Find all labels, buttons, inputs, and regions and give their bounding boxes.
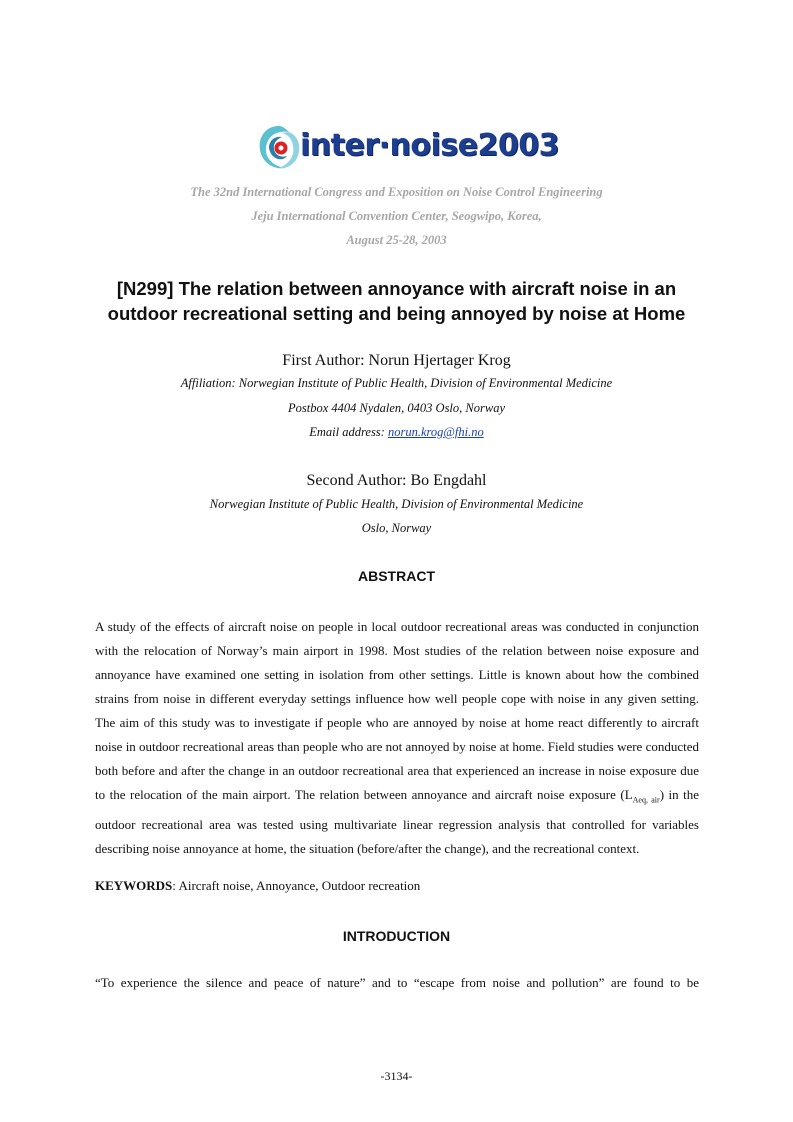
second-author-affiliation: Norwegian Institute of Public Health, Division of Environmental Medicine (209, 497, 584, 511)
email-link[interactable]: norun.krog@fhi.no (387, 425, 484, 439)
first-author-email-line (0, 425, 793, 440)
first-author-name: First Author: Norun Hjertager Krog (282, 352, 511, 369)
page-number: -3134- (380, 1069, 413, 1083)
logo-wordmark: inter·noise2003 (300, 128, 559, 163)
conference-dates: August 25-28, 2003 (346, 233, 447, 247)
abstract-body (95, 615, 699, 861)
email-label: Email address: (309, 425, 388, 439)
second-author-address: Oslo, Norway (361, 521, 432, 535)
paper-title-line1: [N299] The relation between annoyance with aircraft noise in an (116, 278, 677, 299)
swirl-logo-icon (255, 122, 303, 174)
introduction-heading: INTRODUCTION (342, 928, 451, 944)
paper-title-line2: outdoor recreational setting and being annoyed by noise at Home (107, 303, 686, 324)
abstract-subscript: Aeq, air (632, 795, 660, 805)
conference-venue: Jeju International Convention Center, Seogwipo, Korea, (251, 209, 542, 223)
second-author-name: Second Author: Bo Engdahl (306, 472, 487, 489)
abstract-heading: ABSTRACT (358, 568, 435, 584)
introduction-first-line: “To experience the silence and peace of nature” and to “escape from noise and pollution” are found to be (95, 975, 699, 990)
abstract-text-part2: ) in the outdoor recreational area was tested using multivariate linear regression analysis that controlled for variables describing noise annoyance at home, the situation (before/after the change), and the recreational context. (95, 787, 700, 856)
keywords-label: KEYWORDS (95, 878, 173, 893)
conference-logo (0, 122, 793, 174)
keywords-list: : Aircraft noise, Annoyance, Outdoor recreation (172, 878, 421, 893)
keywords-line (95, 878, 420, 894)
first-author-address: Postbox 4404 Nydalen, 0403 Oslo, Norway (287, 401, 505, 415)
conference-name: The 32nd International Congress and Exposition on Noise Control Engineering (190, 185, 603, 199)
paper-title (60, 276, 733, 326)
abstract-text-part1: A study of the effects of aircraft noise on people in local outdoor recreational areas was conducted in conjunction with the relocation of Norway’s main airport in 1998. Most studies of the relation between noise exposure and annoyance have examined one setting in isolation from other settings. Little is known about how the combined strains from noise in different everyday settings influence how well people cope with noise in any given setting. The aim of this study was to investigate if people who are annoyed by noise at home react differently to aircraft noise in outdoor recreational areas than people who are not annoyed by noise at home. Field studies were conducted both before and after the change in an outdoor recreational area that experienced an increase in noise exposure due to the relocation of the main airport. The relation between annoyance and aircraft noise exposure (L (95, 619, 699, 802)
first-author-affiliation: Affiliation: Norwegian Institute of Public Health, Division of Environmental Medicine (180, 376, 613, 390)
